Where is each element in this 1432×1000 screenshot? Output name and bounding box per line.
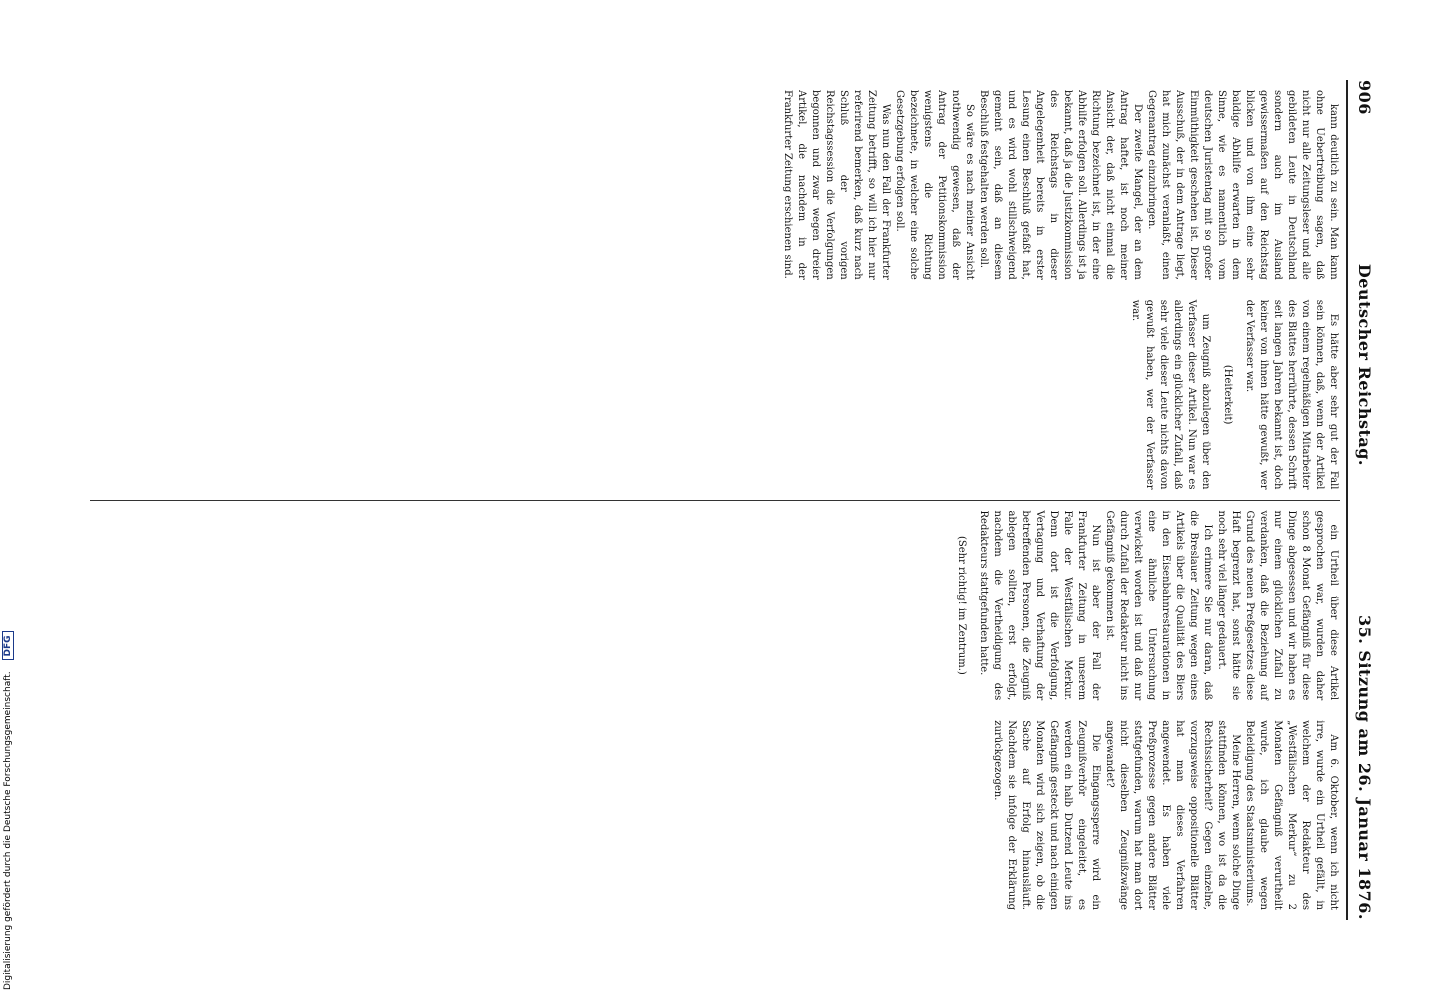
paragraph: Am 6. Oktober, wenn ich nicht irre, wurde ein Urtheil gefällt, in welchem der Redakteur des „Westfälischen Merkur“ zu 2 Monaten Gefängniß verurtheilt wurde, ich glaube wegen Beleidigung des Staatsministeriums. xyxy=(1244,720,1339,910)
session-line: 35. Sitzung am 26. Januar 1876. xyxy=(1355,615,1375,920)
running-head xyxy=(1350,80,1380,920)
paragraph: um Zeugniß abzulegen über den Verfasser dieser Artikel. Nun war es allerdings ein glücklicher Zufall, daß sehr viele dieser Leute nichts davon gewußt haben, wer der Verfasser war. xyxy=(1130,299,1211,490)
paragraph: Nun ist aber der Fall der Frankfurter Zeitung in unserem Falle der Westfälischen Merkur. Denn dort ist die Verfolgung, Vertagung und Verhaftung der betreffenden Personen, die Zeugniß ablegen sollten, erst erfolgt, nachdem die Vertheidigung des Redakteurs stattgefunden hatte. xyxy=(978,510,1101,701)
text-columns xyxy=(90,80,1340,920)
page-number: 906 xyxy=(1355,80,1375,115)
page-rotated-content xyxy=(60,60,1400,940)
paragraph: Die Eingangssperre wird ein Zeugnißverhör eingeleitet, es werden ein halb Dutzend Leute ins Gefängniß gesteckt und nach einigen Monaten wird sich zeigen, ob die Sache auf Erfolg hinausläuft. Nachdem sie infolge der Erklärung zurückgezogen. xyxy=(992,720,1101,911)
paragraph: kann deutlich zu sein. Man kann ohne Uebertreibung sagen, daß nicht nur alle Zeitungsleser und alle gebildeten Leute in Deutschland sondern auch im Ausland gewissermaßen auf den Reichstag blicken und von ihm eine sehr baldige Abhilfe erwarten in dem Sinne, wie es namentlich vom deutschen Juristentag mit so großer Einmüthigkeit geschehen ist. Dieser Ausschuß, der in dem Antrage liegt, hat mich zunächst veranlaßt, einen Gegenantrag einzubringen. xyxy=(1146,90,1339,280)
credit-text-line xyxy=(2,10,14,990)
journal-title: Deutscher Reichstag. xyxy=(1355,263,1375,466)
interjection-note: (Sehr richtig! im Zentrum.) xyxy=(956,535,967,675)
column-3 xyxy=(90,501,1340,711)
credit-text: Digitalisierung gefördert durch die Deutsche Forschungsgemeinschaft. xyxy=(3,671,13,990)
column-4 xyxy=(90,710,1340,920)
header-rule xyxy=(1346,80,1348,920)
scanned-page xyxy=(60,60,1400,940)
digitization-credit xyxy=(0,0,18,1000)
paragraph: Der zweite Mangel, der an dem Antrag haftet, ist noch meiner Ansicht der, daß nicht einmal die Richtung bezeichnet ist, in der eine Abhilfe erfolgen soll. Allerdings ist ja bekannt, daß ja die Justizkommission des Reichstags in dieser Angelegenheit bereits in erster Lesung einen Beschluß gefaßt hat, und es wird wohl stillschweigend gemeint sein, daß an diesem Beschluß festgehalten werden soll. xyxy=(978,90,1143,280)
paragraph: Ich erinnere Sie nur daran, daß die Breslauer Zeitung wegen eines Artikels über die Qualität des Biers in den Eisenbahnrestaurationen in eine ähnliche Untersuchung verwickelt worden ist und daß nur durch Zufall der Redakteur nicht ins Gefängniß gekommen ist. xyxy=(1104,510,1213,701)
column-2 xyxy=(90,290,1340,500)
paragraph: Es hätte aber sehr gut der Fall sein können, daß, wenn der Artikel von einem regelmäßigen Mitarbeiter des Blattes herrührte, dessen Schrift seit langen Jahren bekannt ist, doch keiner von ihnen hätte gewußt, wer der Verfasser war. xyxy=(1244,299,1339,490)
paragraph: So wäre es nach meiner Ansicht nothwendig gewesen, daß der Antrag der Petitionskommission wenigstens die Richtung bezeichnete, in welcher eine solche Gesetzgebung erfolgen soll. xyxy=(894,90,975,280)
paragraph: Was nun den Fall der Frankfurter Zeitung betrifft, so will ich hier nur referirend bemerken, daß kurz nach Schluß der vorigen Reichstagssession die Verfolgungen begonnen und zwar wegen dreier Artikel, die nachdem in der Frankfurter Zeitung erschienen sind. xyxy=(782,90,891,280)
dfg-logo: DFG xyxy=(2,631,14,660)
column-1 xyxy=(90,80,1340,290)
paragraph: ein Urtheil über diese Artikel gesprochen war, wurden daher schon 8 Monat Gefängniß für diese Dinge abgesessen und wir haben es nur einem glücklichen Zufall zu verdanken, daß die Beziehung auf Grund des neuen Preßgesetzes diese Haft begrenzt hat, sonst hätte sie noch sehr viel länger gedauert. xyxy=(1216,510,1339,701)
interjection-note: (Heiterkeit) xyxy=(1222,364,1233,425)
paragraph: Meine Herren, wenn solche Dinge stattfinden können, wo ist da die Rechtssicherheit? Gegen einzelne, vorzugsweise oppositionelle Blätter hat man dieses Verfahren angewendet. Es haben viele Preßprozesse gegen andere Blätter stattgefunden, warum hat man dort nicht dieselben Zeugnißzwänge angewandet? xyxy=(1104,720,1241,910)
